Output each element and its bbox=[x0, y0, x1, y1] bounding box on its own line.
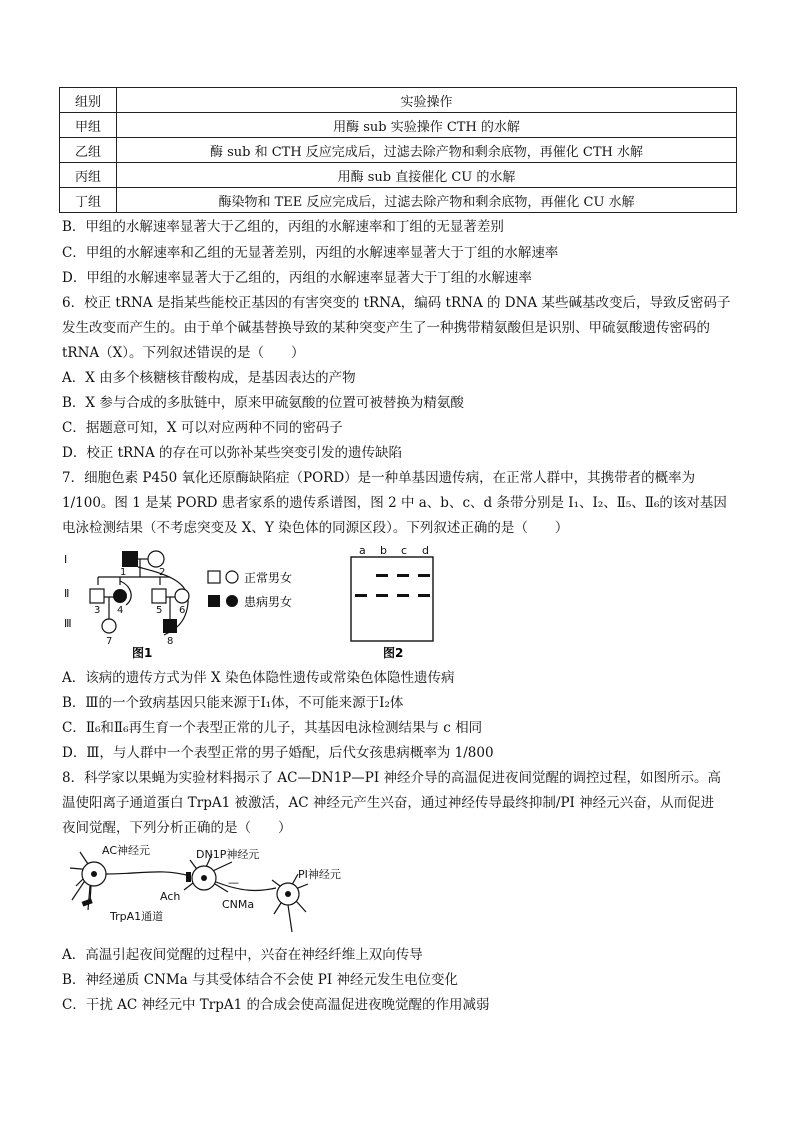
table-row bbox=[60, 163, 737, 188]
gel-band bbox=[397, 594, 409, 597]
gel-band bbox=[418, 594, 430, 597]
person-number: 7 bbox=[106, 636, 113, 647]
q7-stem-line-2: 1/100。图 1 是某 PORD 患者家系的遗传系谱图，图 2 中 a、b、c、d 条带分别是 Ⅰ₁、Ⅰ₂、Ⅱ₅、Ⅱ₆的该对基因 bbox=[62, 495, 727, 511]
person-number: 8 bbox=[167, 636, 174, 647]
table-cell: 甲组 bbox=[60, 113, 117, 138]
q7-stem-line-3: 电泳检测结果（不考虑突变及 X、Y 染色体的同源区段）。下列叙述正确的是（ ） bbox=[62, 520, 569, 536]
table-header-cell: 组别 bbox=[60, 88, 117, 113]
person-number: 5 bbox=[156, 605, 163, 616]
table-cell: 丙组 bbox=[60, 163, 117, 188]
q7-option-a: A．该病的遗传方式为伴 X 染色体隐性遗传或常染色体隐性遗传病 bbox=[62, 670, 455, 686]
figure1-caption: 图1 bbox=[132, 646, 153, 660]
pedigree-normal-female bbox=[175, 589, 189, 603]
pedigree-affected-male bbox=[163, 619, 177, 633]
person-number: 6 bbox=[179, 605, 186, 616]
table-row bbox=[60, 188, 737, 213]
neuron-circuit-figure bbox=[62, 840, 362, 940]
generation-label: Ⅲ bbox=[64, 617, 72, 630]
table-header-cell: 实验操作 bbox=[117, 88, 737, 113]
lane-label: b bbox=[380, 544, 387, 557]
legend-affected-male-symbol bbox=[208, 595, 220, 607]
table-row bbox=[60, 138, 737, 163]
table-row bbox=[60, 113, 737, 138]
cnma-label: CNMa bbox=[222, 898, 255, 911]
q6-option-b: B．X 参与合成的多肽链中，原来甲硫氨酸的位置可被替换为精氨酸 bbox=[62, 395, 464, 411]
q5-option-d: D．甲组的水解速率显著大于乙组的，丙组的水解速率显著大于丁组的水解速率 bbox=[62, 270, 532, 286]
q6-stem-line-1: 6．校正 tRNA 是指某些能校正基因的有害突变的 tRNA，编码 tRNA 的 DNA 某些碱基改变后，导致反密码子 bbox=[62, 295, 731, 311]
pedigree-affected-female bbox=[113, 589, 127, 603]
trpa1-channel-icon bbox=[82, 898, 93, 906]
q6-stem-line-3: tRNA（X）。下列叙述错误的是（ ） bbox=[62, 345, 305, 361]
lane-label: a bbox=[359, 544, 366, 557]
lane-label: c bbox=[401, 544, 408, 557]
q8-stem-line-1: 8．科学家以果蝇为实验材料揭示了 AC—DN1P—PI 神经介导的高温促进夜间觉醒的调控过程，如图所示。高 bbox=[62, 770, 721, 786]
pedigree-figure bbox=[60, 545, 320, 663]
q6-stem-line-2: 发生改变而产生的。由于单个碱基替换导致的某种突变产生了一种携带精氨酸但是识别、甲硫氨酸遗传密码的 bbox=[62, 320, 710, 336]
synapse-terminal bbox=[186, 872, 191, 882]
dn1p-nucleus bbox=[201, 875, 207, 881]
ac-neuron-label: AC神经元 bbox=[102, 844, 151, 857]
pedigree-normal-male bbox=[90, 589, 104, 603]
q7-option-b: B．Ⅲ的一个致病基因只能来源于Ⅰ₁体，不可能来源于Ⅰ₂体 bbox=[62, 695, 404, 711]
gel-frame bbox=[351, 557, 433, 641]
person-number: 2 bbox=[159, 567, 166, 578]
gel-band bbox=[376, 594, 388, 597]
q7-option-c: C．Ⅱ₆和Ⅱ₆再生育一个表型正常的儿子，其基因电泳检测结果与 c 相同 bbox=[62, 720, 483, 736]
person-number: 3 bbox=[94, 605, 101, 616]
pedigree-normal-female bbox=[148, 551, 164, 567]
q8-stem-line-2: 温使阳离子通道蛋白 TrpA1 被激活，AC 神经元产生兴奋，通过神经传导最终抑制/PI 神经元兴奋，从而促进 bbox=[62, 795, 715, 811]
legend-affected-label: 患病男女 bbox=[244, 595, 293, 609]
ac-nucleus bbox=[91, 871, 97, 877]
q8-option-c: C．干扰 AC 神经元中 TrpA1 的合成会使高温促进夜晚觉醒的作用减弱 bbox=[62, 997, 490, 1013]
person-number: 4 bbox=[117, 605, 124, 616]
pi-neuron-label: PI神经元 bbox=[298, 868, 341, 881]
q6-option-a: A．X 由多个核糖核苷酸构成，是基因表达的产物 bbox=[62, 370, 356, 386]
pedigree-affected-male bbox=[122, 551, 138, 567]
inhibition-sign: — bbox=[228, 876, 239, 889]
table-cell: 乙组 bbox=[60, 138, 117, 163]
q8-option-b: B．神经递质 CNMa 与其受体结合不会使 PI 神经元发生电位变化 bbox=[62, 972, 459, 988]
q5-option-c: C．甲组的水解速率和乙组的无显著差别，丙组的水解速率显著大于丁组的水解速率 bbox=[62, 245, 559, 261]
table-cell: 酶染物和 TEE 反应完成后，过滤去除产物和剩余底物，再催化 CU 水解 bbox=[117, 188, 737, 213]
experiment-table bbox=[59, 87, 737, 213]
table-cell: 用酶 sub 实验操作 CTH 的水解 bbox=[117, 113, 737, 138]
generation-label: Ⅰ bbox=[64, 553, 68, 566]
table-cell: 酶 sub 和 CTH 反应完成后，过滤去除产物和剩余底物，再催化 CTH 水解 bbox=[117, 138, 737, 163]
person-number: 1 bbox=[120, 567, 127, 578]
q6-option-c: C．据题意可知，X 可以对应两种不同的密码子 bbox=[62, 420, 343, 436]
q7-stem-line-1: 7．细胞色素 P450 氧化还原酶缺陷症（PORD）是一种单基因遗传病，在正常人群中，其携带者的概率为 bbox=[62, 470, 696, 486]
gel-band bbox=[376, 574, 388, 577]
q6-option-d: D．校正 tRNA 的存在可以弥补某些突变引发的遗传缺陷 bbox=[62, 445, 403, 461]
table-header-row bbox=[60, 88, 737, 113]
generation-label: Ⅱ bbox=[64, 587, 70, 600]
lane-label: d bbox=[422, 544, 429, 557]
ach-label: Ach bbox=[160, 890, 181, 903]
gel-band bbox=[397, 574, 409, 577]
q7-option-d: D．Ⅲ，与人群中一个表型正常的男子婚配，后代女孩患病概率为 1/800 bbox=[62, 745, 494, 761]
dn1p-neuron-label: DN1P神经元 bbox=[196, 848, 260, 861]
legend-normal-label: 正常男女 bbox=[244, 571, 293, 585]
legend-normal-male-symbol bbox=[208, 571, 220, 583]
table-cell: 用酶 sub 直接催化 CU 的水解 bbox=[117, 163, 737, 188]
table-cell: 丁组 bbox=[60, 188, 117, 213]
q8-option-a: A．高温引起夜间觉醒的过程中，兴奋在神经纤维上双向传导 bbox=[62, 947, 423, 963]
pedigree-normal-female bbox=[102, 619, 116, 633]
gel-band bbox=[418, 574, 430, 577]
q5-option-b: B．甲组的水解速率显著大于乙组的，丙组的水解速率和丁组的无显著差别 bbox=[62, 219, 504, 235]
legend-normal-female-symbol bbox=[226, 571, 238, 583]
legend-affected-female-symbol bbox=[226, 595, 238, 607]
electrophoresis-figure bbox=[345, 543, 445, 661]
figure2-caption: 图2 bbox=[383, 646, 404, 660]
pi-nucleus bbox=[285, 891, 291, 897]
trpa1-label: TrpA1通道 bbox=[110, 910, 164, 923]
pedigree-normal-male bbox=[152, 589, 166, 603]
q8-stem-line-3: 夜间觉醒，下列分析正确的是（ ） bbox=[62, 820, 292, 836]
gel-band bbox=[355, 594, 367, 597]
